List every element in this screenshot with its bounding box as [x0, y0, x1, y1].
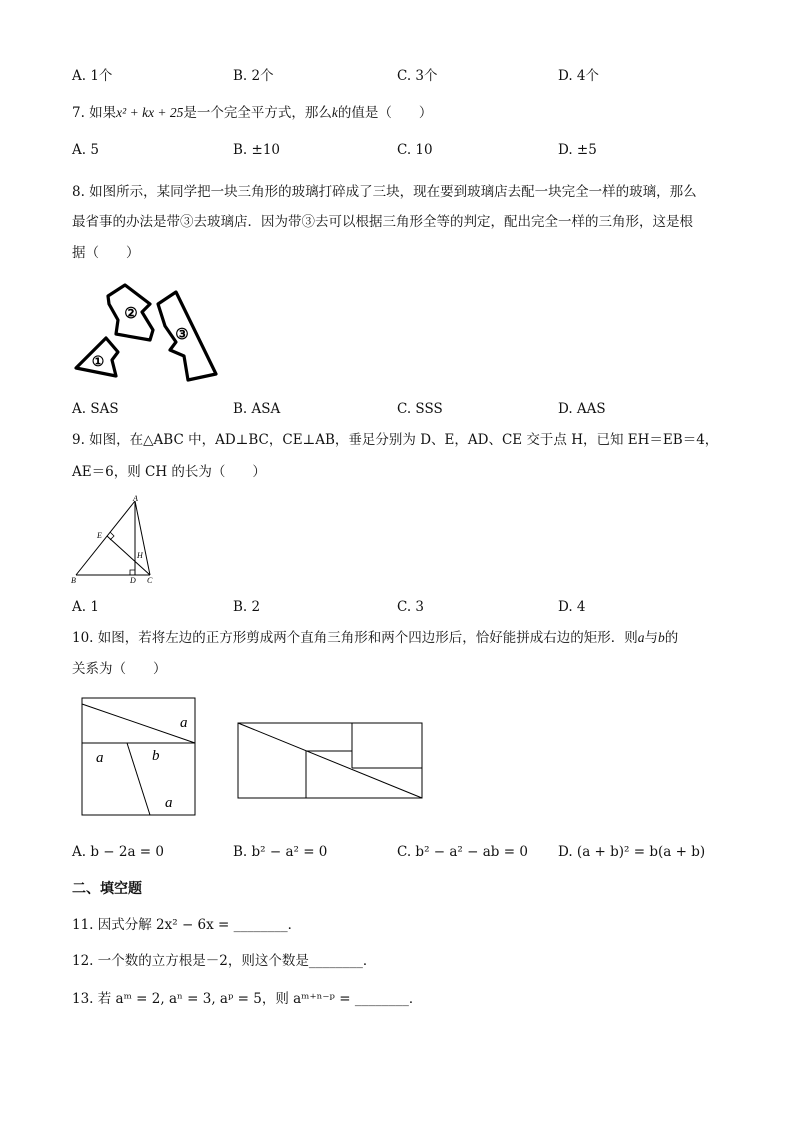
q10-line-1-text: 10. 如图，若将左边的正方形剪成两个直角三角形和两个四边形后，恰好能拼成右边的矩形．则: [72, 630, 638, 646]
q7-suffix: 的值是（ ）: [337, 105, 433, 121]
q10-line-1-end: 的: [664, 630, 679, 646]
q6-option-a: A. 1个: [72, 68, 113, 84]
q9-point-e: E: [97, 531, 102, 540]
q12-stem: 12. 一个数的立方根是－2，则这个数是________．: [72, 953, 377, 969]
q8-option-c: C. SSS: [397, 401, 443, 417]
q9-triangle-figure: [68, 492, 168, 587]
q6-option-c: C. 3个: [397, 68, 438, 84]
q10-label-a-left: a: [96, 750, 104, 766]
q7-stem: [72, 104, 432, 122]
q9-point-a: A: [133, 494, 138, 503]
q10-variable-b: b: [658, 630, 665, 645]
q7-option-d: D. ±5: [558, 142, 597, 158]
q11-stem: 11. 因式分解 2x² − 6x = ________．: [72, 917, 302, 933]
q8-broken-glass-figure: [70, 282, 230, 382]
q9-option-b: B. 2: [233, 599, 261, 615]
q7-option-a: A. 5: [72, 142, 99, 158]
q9-point-b: B: [71, 576, 76, 585]
q7-variable: k: [331, 105, 338, 120]
q10-option-d: D. (a + b)² = b(a + b): [558, 844, 706, 860]
q9-option-d: D. 4: [558, 599, 586, 615]
q7-expression: x² + kx + 25: [116, 105, 184, 120]
q10-label-a-bottom: a: [165, 795, 173, 811]
q10-line-1-and: 与: [644, 630, 659, 646]
q10-label-a-top: a: [180, 715, 188, 731]
q10-option-a: A. b − 2a = 0: [72, 844, 164, 860]
q8-line-1: 8. 如图所示，某同学把一块三角形的玻璃打碎成了三块，现在要到玻璃店去配一块完全一样的玻璃，那么: [72, 184, 697, 200]
q10-option-b: B. b² − a² = 0: [233, 844, 328, 860]
q6-option-d: D. 4个: [558, 68, 600, 84]
q7-prefix: 7. 如果: [72, 105, 117, 121]
q9-side-ab: [76, 501, 135, 575]
q8-line-3: 据（ ）: [72, 245, 140, 261]
q9-line-1: 9. 如图，在△ABC 中，AD⊥BC，CE⊥AB，垂足分别为 D、E，AD、CE 交于点 H，已知 EH＝EB＝4，: [72, 432, 719, 448]
q8-option-d: D. AAS: [558, 401, 606, 417]
q10-variable-a: a: [637, 630, 645, 645]
q9-line-2: AE＝6，则 CH 的长为（ ）: [72, 464, 266, 480]
q9-point-h: H: [137, 551, 143, 560]
q9-point-d: D: [130, 576, 136, 585]
q8-option-a: A. SAS: [72, 401, 119, 417]
q10-line-2: 关系为（ ）: [72, 661, 167, 677]
q10-label-b: b: [152, 748, 160, 764]
q13-stem: 13. 若 aᵐ = 2, aⁿ = 3, aᵖ = 5，则 aᵐ⁺ⁿ⁻ᵖ = ________．: [72, 991, 423, 1007]
q8-piece-2-label: ②: [124, 306, 138, 322]
q8-line-2: 最省事的办法是带③去玻璃店．因为带③去可以根据三角形全等的判定，配出完全一样的三角形，这是根: [72, 214, 693, 230]
q6-option-b: B. 2个: [233, 68, 274, 84]
q9-point-c: C: [147, 576, 153, 585]
q7-option-c: C. 10: [397, 142, 433, 158]
q8-option-b: B. ASA: [233, 401, 281, 417]
q8-piece-1-label: ①: [91, 355, 105, 370]
section-title: 二、填空题: [72, 881, 142, 897]
q8-piece-3-label: ③: [175, 327, 189, 343]
q10-rectangle-figure: [236, 721, 426, 801]
q7-middle: 是一个完全平方式，那么: [183, 105, 332, 121]
q10-line-1: [72, 629, 678, 647]
q10-square-figure: [80, 696, 200, 818]
q10-option-c: C. b² − a² − ab = 0: [397, 844, 528, 860]
q7-option-b: B. ±10: [233, 142, 280, 158]
q9-option-a: A. 1: [72, 599, 99, 615]
q9-option-c: C. 3: [397, 599, 425, 615]
q9-right-angle-d: [130, 570, 135, 575]
